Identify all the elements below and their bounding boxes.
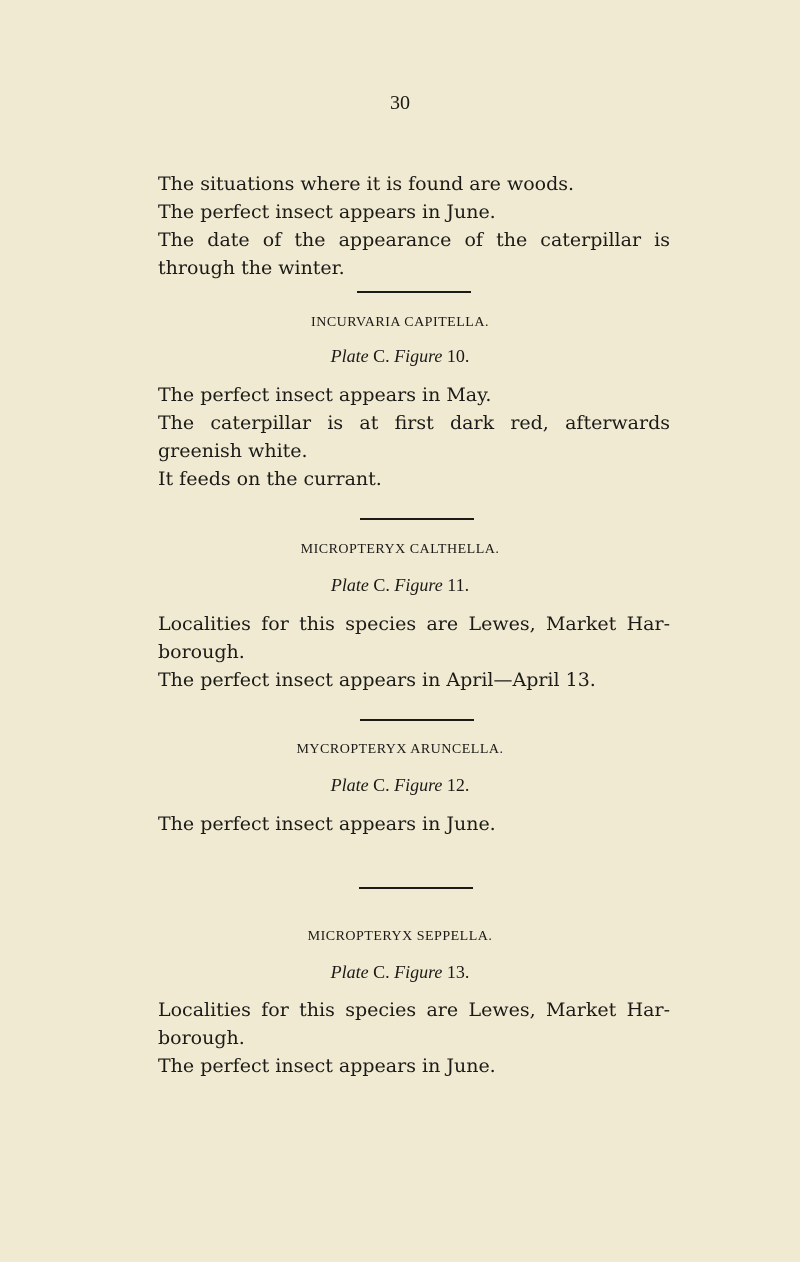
- species-title: MICROPTERYX SEPPELLA.: [307, 929, 493, 944]
- section-text: [158, 996, 670, 1080]
- plate-figure-line: [0, 775, 800, 796]
- figure-value: 13.: [446, 962, 470, 982]
- plate-value: C.: [373, 346, 390, 366]
- paragraph: The perfect insect appears in April—April 13.: [158, 669, 596, 691]
- paragraph: The perfect insect appears in June.: [158, 1055, 496, 1077]
- paragraph: The perfect insect appears in May.: [158, 384, 492, 406]
- paragraph: The perfect insect appears in June.: [158, 813, 496, 835]
- plate-value: C.: [373, 575, 390, 595]
- section-divider: [360, 518, 474, 520]
- species-title: INCURVARIA CAPITELLA.: [311, 315, 489, 330]
- plate-label: Plate: [330, 962, 369, 982]
- figure-label: Figure: [394, 346, 443, 366]
- figure-value: 11.: [447, 575, 470, 595]
- section-divider: [360, 719, 474, 721]
- paragraph: The date of the appearance of the caterpillar is through the winter.: [158, 229, 670, 279]
- page-number: 30: [390, 92, 410, 114]
- species-title: MYCROPTERYX ARUNCELLA.: [296, 742, 504, 757]
- section-divider: [359, 887, 473, 889]
- figure-label: Figure: [394, 962, 443, 982]
- plate-label: Plate: [330, 775, 369, 795]
- intro-text: [158, 170, 670, 282]
- figure-value: 10.: [446, 346, 470, 366]
- figure-label: Figure: [394, 575, 443, 595]
- section-divider: [357, 291, 471, 293]
- plate-value: C.: [373, 962, 390, 982]
- paragraph: The caterpillar is at first dark red, afterwards greenish white.: [158, 412, 670, 462]
- paragraph: Localities for this species are Lewes, Market Har- borough.: [158, 999, 670, 1049]
- plate-figure-line: [0, 962, 800, 983]
- figure-label: Figure: [394, 775, 443, 795]
- plate-label: Plate: [330, 346, 369, 366]
- paragraph: The situations where it is found are woods.: [158, 173, 575, 195]
- figure-value: 12.: [446, 775, 470, 795]
- plate-figure-line: [0, 575, 800, 596]
- plate-value: C.: [373, 775, 390, 795]
- paragraph: The perfect insect appears in June.: [158, 201, 496, 223]
- paragraph: It feeds on the currant.: [158, 468, 382, 490]
- section-text: [158, 610, 670, 694]
- plate-figure-line: [0, 346, 800, 367]
- section-text: [158, 810, 670, 838]
- paragraph: Localities for this species are Lewes, Market Har- borough.: [158, 613, 670, 663]
- plate-label: Plate: [330, 575, 369, 595]
- species-title: MICROPTERYX CALTHELLA.: [300, 542, 500, 557]
- section-text: [158, 381, 670, 493]
